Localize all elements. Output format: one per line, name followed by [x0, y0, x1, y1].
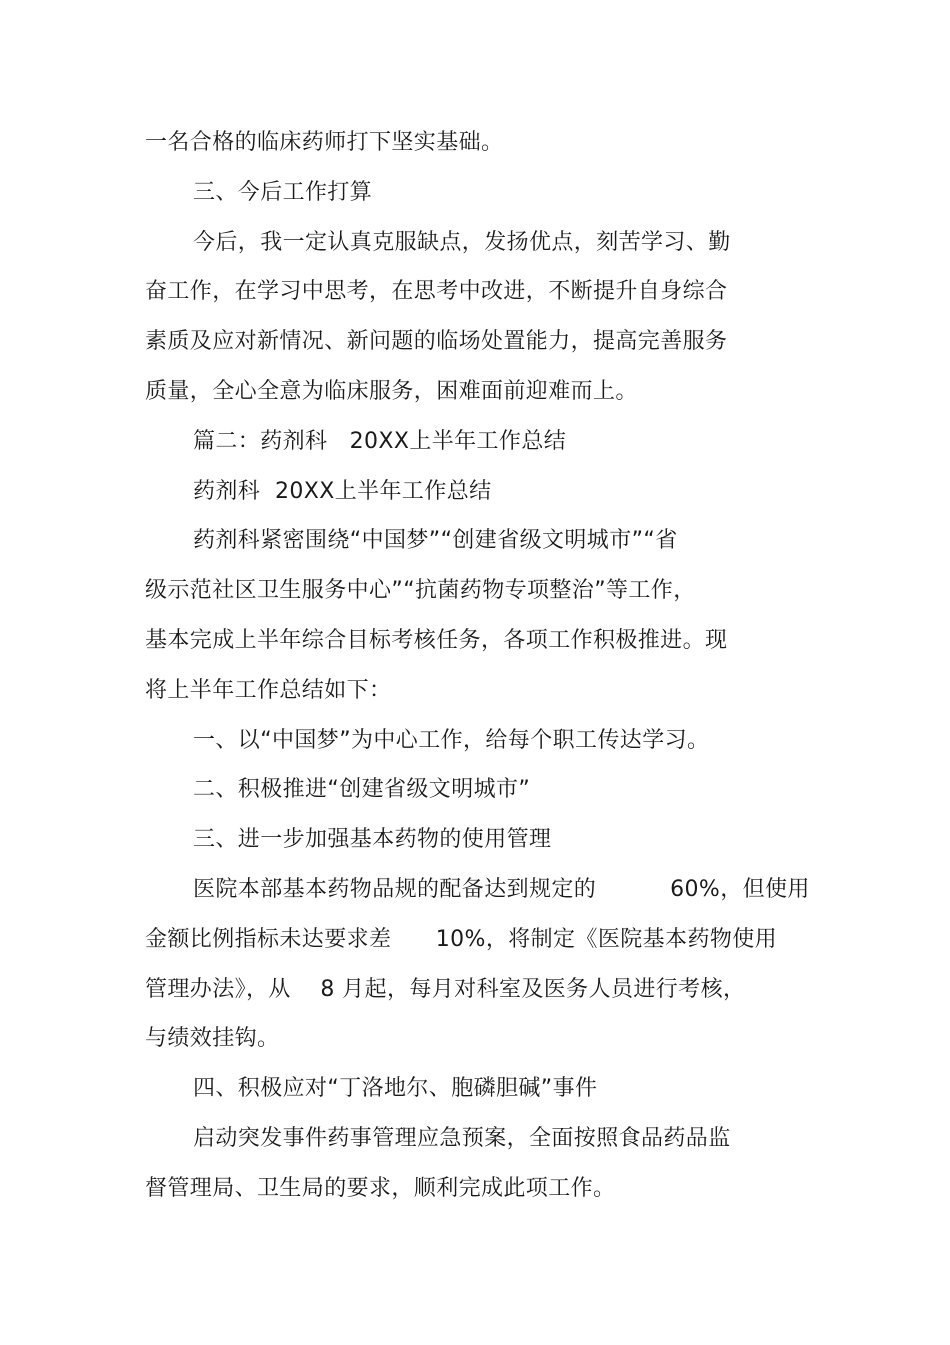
- text-line: 启动突发事件药事管理应急预案，全面按照食品药品监: [193, 1126, 731, 1151]
- text-line: 质量，全心全意为临床服务，困难面前迎难而上。: [145, 379, 638, 404]
- document-title: 药剂科 20XX上半年工作总结: [193, 479, 492, 504]
- section-heading: 三、进一步加强基本药物的使用管理: [193, 827, 552, 852]
- text-line: 管理办法》，从 8 月起，每月对科室及医务人员进行考核，: [145, 977, 746, 1002]
- text-line: 今后，我一定认真克服缺点，发扬优点，刻苦学习、勤: [193, 230, 731, 255]
- section-heading: 一、以“中国梦”为中心工作，给每个职工传达学习。: [193, 728, 710, 753]
- text-line: 药剂科紧密围绕“中国梦”“创建省级文明城市”“省: [193, 528, 678, 553]
- section-heading: 四、积极应对“丁洛地尔、胞磷胆碱”事件: [193, 1076, 598, 1101]
- text-line: 基本完成上半年综合目标考核任务，各项工作积极推进。现: [145, 628, 728, 653]
- text-line: 一名合格的临床药师打下坚实基础。: [145, 130, 504, 155]
- text-line: 将上半年工作总结如下：: [145, 678, 392, 703]
- section-heading: 二、积极推进“创建省级文明城市”: [193, 777, 531, 802]
- section-heading: 三、今后工作打算: [193, 180, 373, 205]
- text-line: 素质及应对新情况、新问题的临场处置能力，提高完善服务: [145, 329, 728, 354]
- text-line: 奋工作，在学习中思考，在思考中改进，不断提升自身综合: [145, 279, 728, 304]
- text-line: 医院本部基本药物品规的配备达到规定的 60%，但使用: [193, 877, 810, 902]
- chapter-heading: 篇二：药剂科 20XX上半年工作总结: [193, 429, 567, 454]
- text-line: 金额比例指标未达要求差 10%，将制定《医院基本药物使用: [145, 927, 778, 952]
- text-line: 级示范社区卫生服务中心”“抗菌药物专项整治”等工作，: [145, 578, 696, 603]
- text-line: 督管理局、卫生局的要求，顺利完成此项工作。: [145, 1176, 616, 1201]
- text-line: 与绩效挂钩。: [145, 1026, 280, 1051]
